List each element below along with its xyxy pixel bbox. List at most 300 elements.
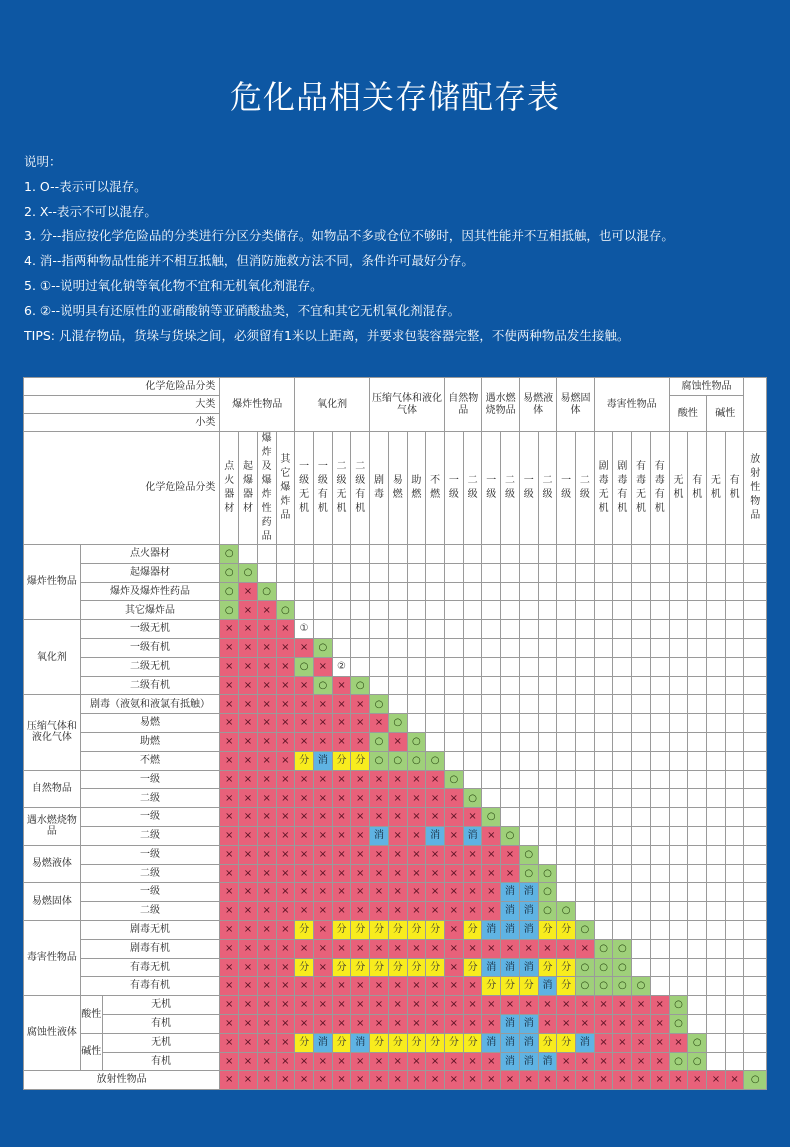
matrix-cell-empty [594, 695, 613, 714]
matrix-cell: ○ [669, 1052, 688, 1071]
matrix-cell: × [313, 826, 332, 845]
matrix-cell: × [557, 996, 576, 1015]
row-label: 一级有机 [80, 638, 220, 657]
matrix-cell-empty [576, 902, 595, 921]
row-group-label: 易燃液体 [24, 845, 81, 883]
column-group-header: 氧化剂 [295, 378, 370, 432]
row-label: 助燃 [80, 732, 220, 751]
matrix-cell: ○ [220, 582, 239, 601]
matrix-cell-empty [313, 620, 332, 639]
row-group-label: 爆炸性物品 [24, 545, 81, 620]
matrix-cell: × [557, 939, 576, 958]
matrix-cell-empty [688, 996, 707, 1015]
column-group-header: 腐蚀性物品 [669, 378, 744, 396]
matrix-cell: × [313, 714, 332, 733]
matrix-cell-empty [594, 751, 613, 770]
matrix-cell: 消 [501, 883, 520, 902]
matrix-cell: × [332, 996, 351, 1015]
matrix-cell: × [257, 808, 276, 827]
matrix-cell: × [407, 845, 426, 864]
matrix-cell: × [313, 808, 332, 827]
matrix-cell-empty [594, 545, 613, 564]
matrix-cell: × [295, 1071, 314, 1090]
matrix-cell: × [613, 996, 632, 1015]
matrix-cell-empty [744, 902, 767, 921]
matrix-cell-empty [725, 1014, 744, 1033]
matrix-cell: × [239, 1052, 258, 1071]
matrix-cell: × [444, 996, 463, 1015]
matrix-cell: 分 [370, 920, 389, 939]
matrix-cell-empty [519, 714, 538, 733]
matrix-cell: × [463, 939, 482, 958]
matrix-cell: × [239, 657, 258, 676]
matrix-cell-empty [538, 845, 557, 864]
matrix-cell-empty [388, 620, 407, 639]
matrix-cell: × [370, 845, 389, 864]
matrix-cell-empty [463, 563, 482, 582]
row-group-label: 氧化剂 [24, 620, 81, 695]
matrix-cell-empty [576, 751, 595, 770]
matrix-cell: × [632, 1071, 651, 1090]
matrix-cell: 分 [388, 958, 407, 977]
matrix-cell: × [388, 1014, 407, 1033]
matrix-cell: ○ [519, 845, 538, 864]
matrix-cell: ○ [688, 1052, 707, 1071]
matrix-cell-empty [650, 751, 669, 770]
matrix-cell: 分 [332, 751, 351, 770]
matrix-cell: × [239, 883, 258, 902]
matrix-cell-empty [501, 676, 520, 695]
matrix-cell: × [501, 845, 520, 864]
matrix-cell-empty [669, 620, 688, 639]
matrix-cell-empty [388, 582, 407, 601]
matrix-cell: 消 [519, 1033, 538, 1052]
matrix-cell-empty [557, 883, 576, 902]
matrix-cell-empty [632, 732, 651, 751]
matrix-cell-empty [669, 638, 688, 657]
column-header: 有毒有机 [650, 432, 669, 545]
matrix-cell: × [257, 714, 276, 733]
matrix-cell-empty [482, 751, 501, 770]
matrix-cell-empty [576, 714, 595, 733]
matrix-cell: × [650, 1033, 669, 1052]
matrix-cell: × [220, 789, 239, 808]
matrix-cell-empty [725, 845, 744, 864]
matrix-cell-empty [632, 676, 651, 695]
matrix-cell: × [220, 996, 239, 1015]
column-header: 无机 [669, 432, 688, 545]
matrix-cell-empty [519, 601, 538, 620]
matrix-cell: × [332, 883, 351, 902]
matrix-cell: × [538, 996, 557, 1015]
matrix-cell: × [388, 883, 407, 902]
matrix-cell: × [482, 1014, 501, 1033]
matrix-cell: × [220, 977, 239, 996]
matrix-cell: × [426, 902, 445, 921]
row-label: 起爆器材 [80, 563, 220, 582]
matrix-cell: × [444, 883, 463, 902]
matrix-cell-empty [744, 864, 767, 883]
matrix-cell: × [276, 958, 295, 977]
matrix-cell-empty [725, 826, 744, 845]
matrix-cell-empty [538, 601, 557, 620]
matrix-cell-empty [725, 789, 744, 808]
row-label: 二级 [80, 864, 220, 883]
matrix-cell-empty [725, 977, 744, 996]
matrix-cell: × [276, 939, 295, 958]
matrix-cell-empty [538, 732, 557, 751]
matrix-cell: × [239, 1033, 258, 1052]
matrix-cell: × [257, 751, 276, 770]
matrix-cell-empty [482, 657, 501, 676]
matrix-cell: 消 [519, 958, 538, 977]
matrix-cell: ○ [632, 977, 651, 996]
column-header: 无机 [707, 432, 726, 545]
matrix-cell: × [482, 939, 501, 958]
matrix-cell-empty [313, 601, 332, 620]
matrix-cell-empty [725, 920, 744, 939]
matrix-cell: × [351, 845, 370, 864]
matrix-cell-empty [388, 545, 407, 564]
matrix-cell-empty [744, 732, 767, 751]
matrix-cell: × [313, 845, 332, 864]
matrix-cell: × [351, 826, 370, 845]
matrix-cell: × [257, 638, 276, 657]
matrix-cell-empty [444, 676, 463, 695]
matrix-cell: × [220, 638, 239, 657]
row-label: 二级 [80, 902, 220, 921]
matrix-cell-empty [650, 638, 669, 657]
matrix-cell: × [407, 826, 426, 845]
matrix-cell: × [257, 958, 276, 977]
matrix-cell-empty [501, 751, 520, 770]
matrix-cell-empty [388, 657, 407, 676]
matrix-cell: 分 [295, 920, 314, 939]
matrix-cell-empty [688, 920, 707, 939]
matrix-cell-empty [557, 789, 576, 808]
matrix-cell-empty [707, 939, 726, 958]
matrix-cell-empty [576, 563, 595, 582]
matrix-cell-empty [426, 582, 445, 601]
column-header: 二级 [463, 432, 482, 545]
matrix-cell-empty [744, 751, 767, 770]
matrix-cell-empty [669, 695, 688, 714]
matrix-cell-empty [557, 864, 576, 883]
matrix-cell: × [407, 977, 426, 996]
matrix-cell: × [594, 1071, 613, 1090]
matrix-cell-empty [613, 902, 632, 921]
matrix-cell: × [276, 826, 295, 845]
matrix-cell: 分 [557, 920, 576, 939]
matrix-cell-empty [707, 676, 726, 695]
matrix-cell: 消 [519, 883, 538, 902]
matrix-cell-empty [669, 883, 688, 902]
matrix-cell: ○ [407, 751, 426, 770]
matrix-cell: 消 [501, 920, 520, 939]
matrix-cell: ○ [538, 883, 557, 902]
matrix-cell: × [370, 808, 389, 827]
matrix-cell: × [257, 1014, 276, 1033]
matrix-cell: × [444, 789, 463, 808]
matrix-cell: × [276, 977, 295, 996]
matrix-cell: × [220, 1071, 239, 1090]
row-group-label: 遇水燃烧物品 [24, 808, 81, 846]
matrix-cell-empty [594, 563, 613, 582]
matrix-cell-empty [744, 657, 767, 676]
matrix-cell-empty [688, 939, 707, 958]
matrix-cell: × [220, 883, 239, 902]
matrix-cell-empty [650, 676, 669, 695]
matrix-cell: × [276, 1052, 295, 1071]
row-label: 一级 [80, 808, 220, 827]
matrix-cell: × [295, 732, 314, 751]
matrix-cell-empty [388, 563, 407, 582]
matrix-cell: × [257, 977, 276, 996]
matrix-cell-empty [463, 601, 482, 620]
matrix-cell-empty [557, 695, 576, 714]
matrix-cell: ○ [744, 1071, 767, 1090]
matrix-cell-empty [407, 676, 426, 695]
matrix-cell: × [257, 826, 276, 845]
matrix-cell-empty [688, 620, 707, 639]
column-group-header: 压缩气体和液化气体 [370, 378, 445, 432]
matrix-cell: 消 [519, 920, 538, 939]
matrix-cell-empty [576, 695, 595, 714]
matrix-cell: × [650, 1052, 669, 1071]
matrix-cell: × [463, 845, 482, 864]
matrix-cell: × [463, 864, 482, 883]
matrix-cell: ○ [669, 996, 688, 1015]
row-group-label: 易燃固体 [24, 883, 81, 921]
row-label: 一级 [80, 845, 220, 864]
matrix-cell-empty [576, 732, 595, 751]
matrix-cell-empty [613, 845, 632, 864]
matrix-cell: × [313, 695, 332, 714]
matrix-cell: × [444, 845, 463, 864]
matrix-cell: 分 [501, 977, 520, 996]
matrix-cell: 分 [444, 1033, 463, 1052]
matrix-cell: × [444, 1052, 463, 1071]
matrix-cell: ① [295, 620, 314, 639]
matrix-cell: 分 [538, 958, 557, 977]
row-group-label: 毒害性物品 [24, 920, 81, 995]
matrix-cell: × [426, 1014, 445, 1033]
matrix-cell: ○ [370, 695, 389, 714]
matrix-cell: × [295, 996, 314, 1015]
column-header: 有毒无机 [632, 432, 651, 545]
matrix-cell: × [276, 695, 295, 714]
matrix-cell: × [538, 1014, 557, 1033]
matrix-cell: ② [332, 657, 351, 676]
row-label: 无机 [102, 996, 219, 1015]
matrix-cell: × [239, 676, 258, 695]
column-header: 起爆器材 [239, 432, 258, 545]
matrix-cell: × [463, 1014, 482, 1033]
matrix-cell: × [257, 620, 276, 639]
matrix-cell-empty [725, 545, 744, 564]
matrix-cell: × [370, 939, 389, 958]
matrix-cell: × [482, 1071, 501, 1090]
matrix-cell: × [463, 1052, 482, 1071]
matrix-cell-empty [632, 545, 651, 564]
matrix-cell-empty [632, 958, 651, 977]
matrix-cell-empty [632, 601, 651, 620]
matrix-cell-empty [632, 845, 651, 864]
matrix-cell-empty [650, 958, 669, 977]
matrix-cell-empty [725, 657, 744, 676]
matrix-cell: × [388, 902, 407, 921]
matrix-cell-empty [688, 601, 707, 620]
matrix-cell-empty [707, 695, 726, 714]
matrix-cell: × [444, 902, 463, 921]
matrix-cell: 分 [557, 977, 576, 996]
matrix-cell-empty [669, 732, 688, 751]
matrix-cell: × [220, 695, 239, 714]
matrix-cell: × [220, 1014, 239, 1033]
matrix-cell-empty [744, 826, 767, 845]
matrix-cell: × [220, 808, 239, 827]
row-label: 二级 [80, 789, 220, 808]
matrix-cell-empty [519, 732, 538, 751]
matrix-cell-empty [707, 920, 726, 939]
matrix-cell: × [426, 789, 445, 808]
note-line: 2. X--表示不可以混存。 [24, 203, 157, 219]
matrix-cell: × [632, 1033, 651, 1052]
matrix-cell-empty [407, 638, 426, 657]
matrix-cell: × [332, 1071, 351, 1090]
matrix-cell: × [407, 808, 426, 827]
matrix-cell-empty [744, 977, 767, 996]
matrix-cell: × [613, 1071, 632, 1090]
matrix-cell: × [295, 770, 314, 789]
matrix-cell: × [707, 1071, 726, 1090]
matrix-cell: × [444, 864, 463, 883]
matrix-cell-empty [707, 620, 726, 639]
matrix-cell-empty [744, 770, 767, 789]
matrix-cell-empty [351, 638, 370, 657]
matrix-cell: 消 [501, 902, 520, 921]
matrix-cell: × [220, 676, 239, 695]
matrix-cell: × [295, 638, 314, 657]
note-line: 4. 消--指两种物品性能并不相互抵触，但消防施救方法不同，条件许可最好分存。 [24, 253, 474, 269]
matrix-cell-empty [650, 845, 669, 864]
matrix-cell: × [332, 714, 351, 733]
row-label: 剧毒无机 [80, 920, 220, 939]
row-label: 有毒有机 [80, 977, 220, 996]
matrix-cell: × [332, 676, 351, 695]
matrix-cell-empty [482, 638, 501, 657]
matrix-cell-empty [688, 582, 707, 601]
matrix-cell: × [426, 1052, 445, 1071]
matrix-cell: × [576, 996, 595, 1015]
matrix-cell-empty [688, 977, 707, 996]
matrix-cell: × [313, 864, 332, 883]
matrix-cell: 消 [501, 1014, 520, 1033]
matrix-cell: × [220, 958, 239, 977]
matrix-cell: × [444, 920, 463, 939]
matrix-cell: × [332, 826, 351, 845]
matrix-cell-empty [444, 563, 463, 582]
matrix-cell: ○ [576, 977, 595, 996]
row-label: 二级无机 [80, 657, 220, 676]
row-label: 爆炸及爆炸性药品 [80, 582, 220, 601]
matrix-cell-empty [613, 714, 632, 733]
matrix-cell: × [388, 845, 407, 864]
matrix-cell-empty [351, 582, 370, 601]
matrix-cell-empty [632, 826, 651, 845]
matrix-cell: × [295, 977, 314, 996]
matrix-cell-empty [557, 657, 576, 676]
matrix-cell: × [519, 1071, 538, 1090]
matrix-cell-empty [388, 638, 407, 657]
matrix-cell: 分 [295, 958, 314, 977]
matrix-cell-empty [613, 563, 632, 582]
matrix-cell-empty [576, 582, 595, 601]
matrix-cell-empty [426, 638, 445, 657]
matrix-cell-empty [650, 883, 669, 902]
matrix-cell: × [276, 1071, 295, 1090]
matrix-cell-empty [650, 563, 669, 582]
matrix-cell: × [257, 695, 276, 714]
matrix-cell: × [276, 770, 295, 789]
matrix-cell-empty [613, 732, 632, 751]
matrix-cell-empty [613, 883, 632, 902]
matrix-cell-empty [744, 582, 767, 601]
matrix-cell: × [257, 845, 276, 864]
matrix-cell-empty [519, 676, 538, 695]
matrix-cell: ○ [239, 563, 258, 582]
matrix-cell: × [276, 620, 295, 639]
column-header: 二级无机 [332, 432, 351, 545]
column-header: 不燃 [426, 432, 445, 545]
matrix-cell-empty [407, 620, 426, 639]
matrix-cell: × [444, 1071, 463, 1090]
matrix-cell: × [407, 883, 426, 902]
matrix-cell: ○ [295, 657, 314, 676]
matrix-cell-empty [407, 657, 426, 676]
matrix-cell: 分 [557, 958, 576, 977]
row-label: 有机 [102, 1014, 219, 1033]
matrix-cell: × [313, 939, 332, 958]
matrix-cell: 分 [388, 1033, 407, 1052]
matrix-cell-empty [463, 770, 482, 789]
matrix-cell-empty [426, 657, 445, 676]
row-group-label: 自然物品 [24, 770, 81, 808]
matrix-cell: × [632, 1052, 651, 1071]
matrix-cell: × [613, 1033, 632, 1052]
matrix-cell-empty [407, 714, 426, 733]
matrix-cell-empty [632, 902, 651, 921]
matrix-cell: × [669, 1071, 688, 1090]
matrix-cell-empty [650, 620, 669, 639]
notes-section [24, 150, 774, 348]
matrix-cell: × [351, 808, 370, 827]
matrix-cell-empty [744, 939, 767, 958]
matrix-cell-empty [407, 601, 426, 620]
matrix-cell-empty [444, 601, 463, 620]
matrix-cell-empty [538, 695, 557, 714]
matrix-cell: ○ [276, 601, 295, 620]
matrix-cell-empty [669, 789, 688, 808]
tips-line: TIPS: 凡混存物品，货垛与货垛之间，必须留有1米以上距离，并要求包装容器完整，不使两种物品发生接触。 [24, 327, 630, 343]
matrix-cell: × [538, 939, 557, 958]
matrix-cell-empty [688, 638, 707, 657]
matrix-cell: × [313, 789, 332, 808]
matrix-cell-empty [426, 732, 445, 751]
matrix-cell-empty [519, 545, 538, 564]
matrix-cell-empty [650, 770, 669, 789]
matrix-cell: × [613, 1014, 632, 1033]
